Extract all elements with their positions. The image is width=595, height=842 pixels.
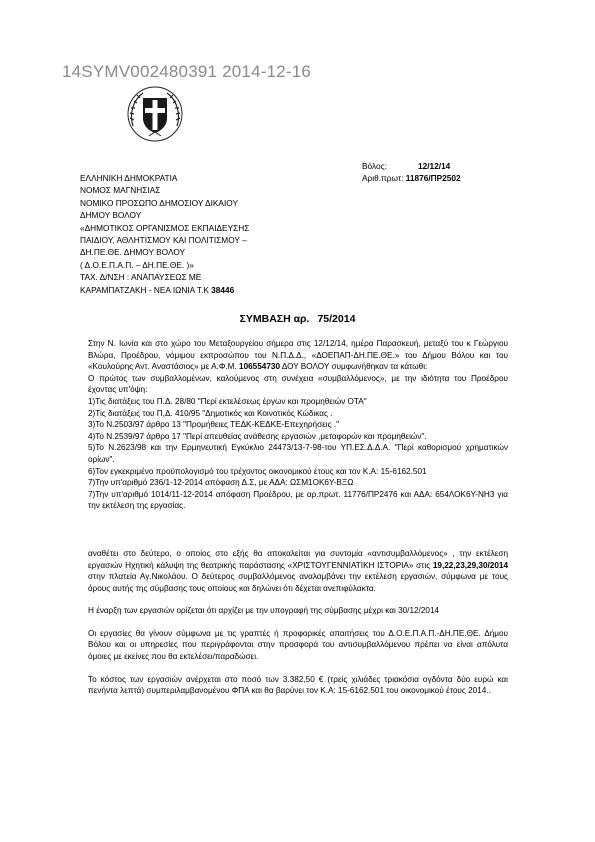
- list-item: 5)Το Ν.2623/98 και την Ερμηνευτική Εγκύκλιο 24473/13-7-98-του ΥΠ.ΕΣ.Δ.Δ.Α. "Περί καθορισμού χρηματικών ορίων".: [88, 443, 508, 464]
- list-item: 4)Το Ν.2539/97 άρθρο 17 "Περί απευθείας ανάθεσης εργασιών ,μεταφορών και προμηθειών".: [88, 431, 427, 441]
- protocol-label: Αριθ.πρωτ:: [362, 173, 404, 184]
- header-line: ΝΟΜΟΣ ΜΑΓΝΗΣΙΑΣ: [80, 185, 161, 196]
- list-item: 7)Την υπ'αριθμό 1014/11-12-2014 απόφαση Προέδρου, με αρ.πρωτ. 11776/ΠΡ2476 και ΑΔΑ: 654ΛΟΚ6Υ-ΝΗ3 για την εκτέλεση της εργασίας.: [88, 489, 508, 511]
- list-item: 3)Το Ν.2503/97 άρθρο 13 "Προμήθειες ΤΕΔΚ-ΚΕΔΚΕ-Επεχηρήσεις .": [88, 420, 340, 430]
- requirements-paragraph: Οι εργασίες θα γίνουν σύμφωνα με τις γραπτές ή προφορικές απαιτήσεις του Δ.Ο.Ε.Π.Α.Π.-ΔΗ.ΠΕ.ΘΕ. Δήμου Βόλου και οι υπηρεσίες που περιγράφονται στην προσφορά του αντισυμβαλλόμενου πρέπει να είναι απόλυτα όμοιες με εκείνες που θα εκτελέσει/παραδώσει.: [88, 628, 508, 662]
- considerations-list: [88, 396, 508, 512]
- considerations-intro: Ο πρώτος των συμβαλλομένων, καλούμενος στη συνέχεια «συμβαλλόμενος», με την ιδιότητα του Προέδρου έχοντας υπ'όψη:: [88, 373, 508, 395]
- date-protocol-block: [362, 160, 461, 185]
- protocol-number: 11876/ΠΡ2502: [405, 173, 461, 184]
- performance-dates: 19,22,23,29,30/2014: [432, 560, 508, 570]
- contract-body: [88, 338, 508, 697]
- list-item: 1)Τις διατάξεις του Π.Δ. 28/80 "Περί εκτελέσεως έργων και προμηθειών ΟΤΑ": [88, 396, 367, 406]
- header-line: ΔΗ.ΠΕ.ΘΕ. ΔΗΜΟΥ ΒΟΛΟΥ: [80, 247, 186, 258]
- contract-title: [0, 313, 595, 325]
- place-label: Βόλος:: [362, 161, 387, 171]
- header-line: ( Δ.Ο.Ε.Π.Α.Π. – ΔΗ.ΠΕ.ΘΕ. )»: [80, 259, 194, 270]
- start-date-paragraph: Η έναρξη των εργασιών ορίζεται ότι αρχίζει με την υπογραφή της σύμβασης μέχρι και 30/12/2014: [88, 606, 440, 616]
- header-line: «ΔΗΜΟΤΙΚΟΣ ΟΡΓΑΝΙΣΜΟΣ ΕΚΠΑΙΔΕΥΣΗΣ: [80, 222, 250, 233]
- postcode: 38446: [211, 284, 235, 295]
- header-line: ΔΗΜΟΥ ΒΟΛΟΥ: [80, 210, 142, 221]
- header-line: ΝΟΜΙΚΟ ΠΡΟΣΩΠΟ ΔΗΜΟΣΙΟΥ ΔΙΚΑΙΟΥ: [80, 197, 238, 208]
- address-line: ΚΑΡΑΜΠΑΤΖΑΚΗ - ΝΕΑ ΙΩΝΙΑ Τ.Κ 38446: [80, 284, 235, 295]
- parties-paragraph: Στην Ν. Ιωνία και στο χώρο του Μεταξουργείου σήμερα στις 12/12/14, ημέρα Παρασκευή, μεταξύ του κ Γεώργιου Βλώρα, Προέδρου, νόμιμου εκπροσώπου του Ν.Π.Δ.Δ., «ΔΟΕΠΑΠ-ΔΗ.ΠΕ.ΘΕ.» του Δήμου Βόλου και του «Κουλούρης Αντ. Αναστάσιος» με Α.Φ.Μ. 106554730 ΔΟΥ ΒΟΛΟΥ συμφωνήθηκαν τα κάτωθι:: [88, 339, 508, 372]
- afm-number: 106554730: [239, 362, 280, 372]
- list-item: 2)Τις διατάξεις του Π,Δ. 410/95 "Δημοτικός και Κοινοτικός Κώδικας .: [88, 408, 333, 418]
- document-date: 12/12/14: [418, 161, 451, 171]
- header-line: ΤΑΧ. Δ/ΝΣΗ : ΑΝΑΠΑΥΣΕΩΣ ΜΕ: [80, 272, 202, 283]
- header-line: ΠΑΙΔΙΟΥ, ΑΘΛΗΤΙΣΜΟΥ ΚΑΙ ΠΟΛΙΤΙΣΜΟΥ –: [80, 235, 247, 246]
- list-item: 6)Τον εγκεκριμένο προϋπολογισμό του τρέχοντος οικονομικού έτους και τον Κ.Α: 15-6162.501: [88, 466, 427, 476]
- contract-number: 75/2014: [317, 313, 356, 325]
- header-line: ΕΛΛΗΝΙΚΗ ΔΗΜΟΚΡΑΤΙΑ: [80, 173, 178, 183]
- greek-coat-of-arms-icon: [127, 86, 183, 142]
- cost-paragraph: Το κόστος των εργασιών ανέρχεται στο ποσό των 3.382,50 € (τρείς χιλιάδες τριακόσια ογδόντα δύο ευρώ και πενήντα λεπτά) συμπεριλαμβανομένου ΦΠΑ και θα βαρύνει τον Κ.Α: 15-6162.501 του οικονομικού έτους 2014..: [88, 674, 508, 696]
- contract-title-label: ΣΥΜΒΑΣΗ αρ.: [239, 313, 310, 325]
- ada-stamp: 14SYMV002480391 2014-12-16: [62, 62, 312, 81]
- issuer-header: [80, 172, 249, 296]
- list-item: 7)Την υπ'αριθμό 236/1-12-2014 απόφαση Δ.Σ, με ΑΔΑ: ΩΣΜ1ΟΚ6Υ-ΒΞΩ: [88, 478, 354, 488]
- assignment-paragraph: αναθέτει στο δεύτερο, ο οποίος στο εξής θα αποκαλείται για συντομία «αντισυμβαλλόμενος» , την εκτέλεση εργασιών Ηχητική κάλυψη της θεατρικής παράστασης «ΧΡΙΣΤΟΥΓΕΝΝΙΑΤΙΚΗ ΙΣΤΟΡΙΑ» στις 19,22,23,29,30/2014 στην πλατεία Αγ.Νικολάου. Ο δεύτερος συμβαλλόμενος αναλαμβάνει την εκτέλεση εργασιών, σύμφωνα με τους όρους αυτής της σύμβασης τους οποίους και δηλώνει ότι δέχεται ανεπιφύλακτα.: [88, 548, 508, 593]
